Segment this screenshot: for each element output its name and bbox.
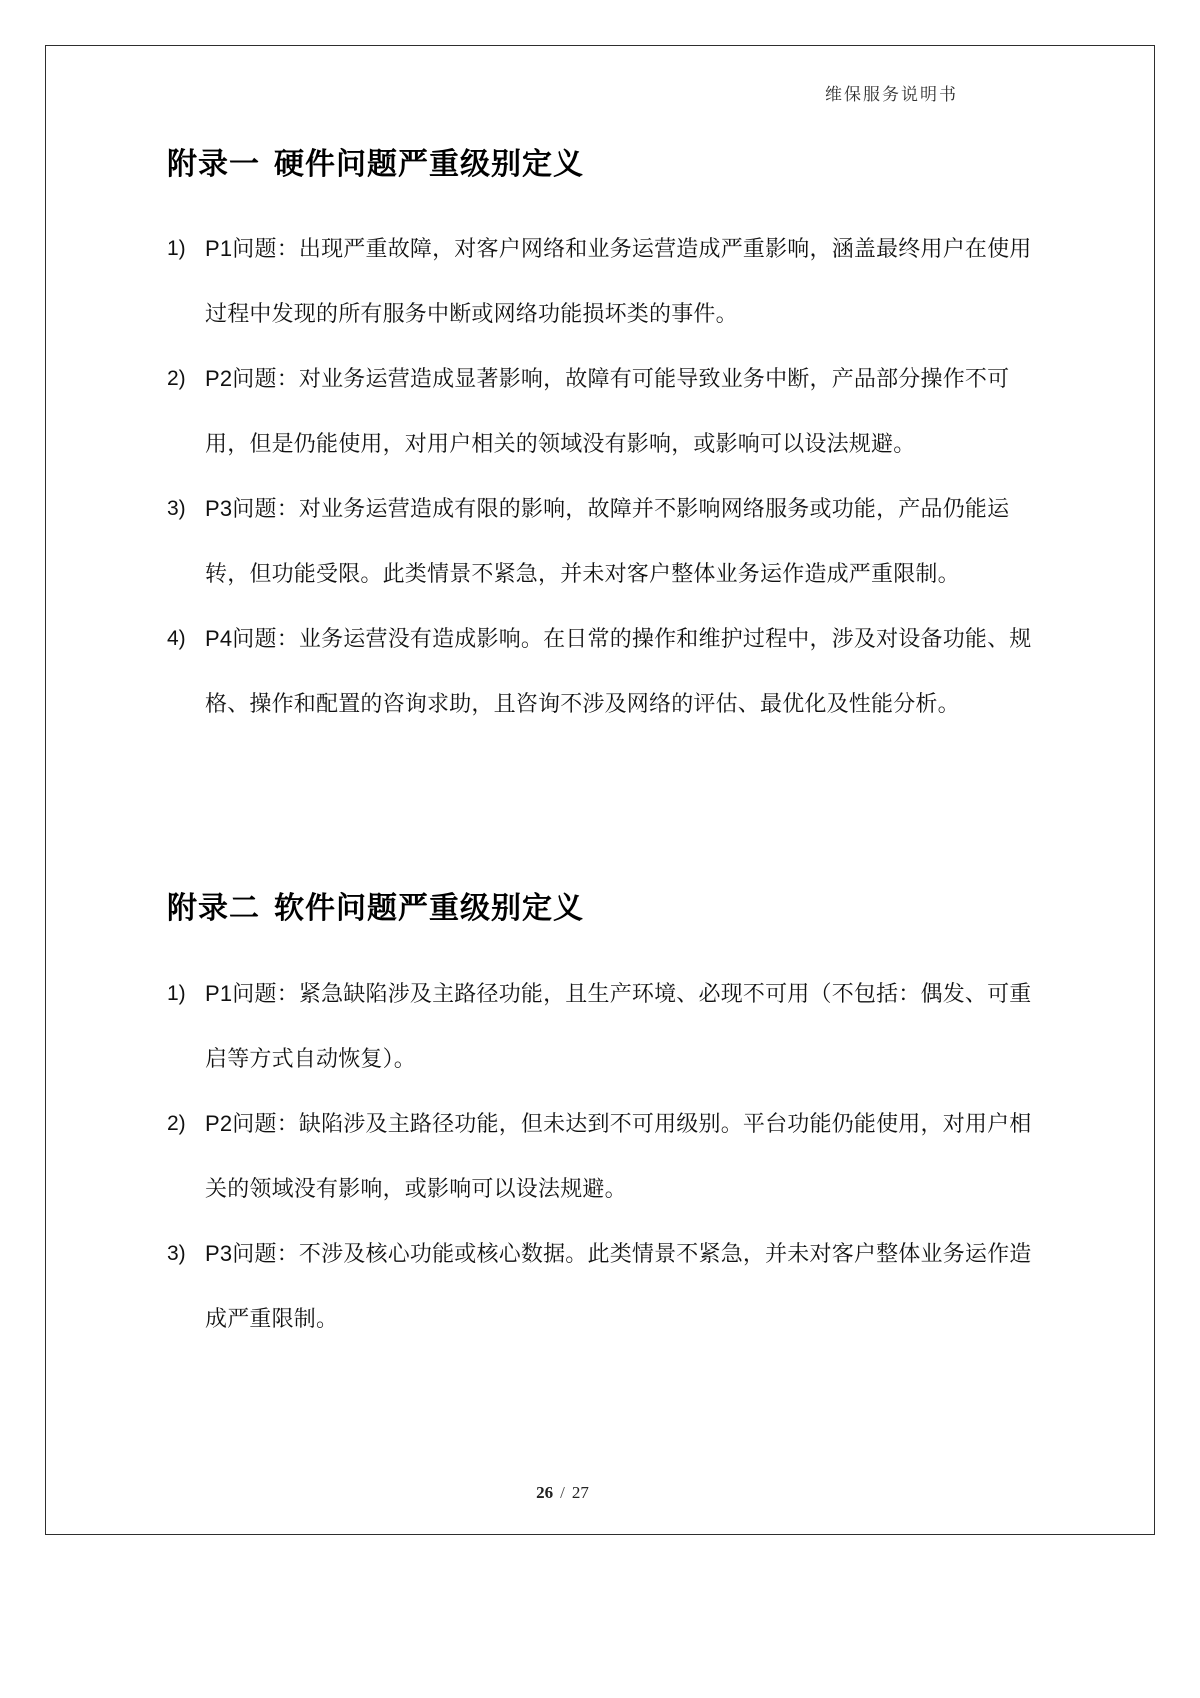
section-heading-hardware bbox=[167, 147, 584, 183]
current-page-number: 26 bbox=[536, 1483, 554, 1502]
appendix-label: 附录二 bbox=[167, 892, 260, 925]
text-line: P3问题：对业务运营造成有限的影响，故障并不影响网络服务或功能，产品仍能运 bbox=[205, 496, 1010, 521]
page-header-title: 维保服务说明书 bbox=[825, 85, 958, 104]
item-text bbox=[205, 476, 1009, 606]
appendix-title: 硬件问题严重级别定义 bbox=[274, 148, 584, 181]
text-line: P3问题：不涉及核心功能或核心数据。此类情景不紧急，并未对客户整体业务运作造 bbox=[205, 1241, 1032, 1266]
text-line: 过程中发现的所有服务中断或网络功能损坏类的事件。 bbox=[205, 301, 738, 326]
appendix-title: 软件问题严重级别定义 bbox=[274, 892, 584, 925]
page-footer bbox=[167, 1483, 958, 1503]
item-number: 2) bbox=[167, 367, 186, 390]
text-line: 用，但是仍能使用，对用户相关的领域没有影响，或影响可以设法规避。 bbox=[205, 431, 916, 456]
text-line: 转，但功能受限。此类情景不紧急，并未对客户整体业务运作造成严重限制。 bbox=[205, 561, 960, 586]
list-item bbox=[167, 476, 1010, 606]
text-line: P2问题：对业务运营造成显著影响，故障有可能导致业务中断，产品部分操作不可 bbox=[205, 366, 1010, 391]
item-number: 4) bbox=[167, 627, 186, 650]
text-line: P1问题：出现严重故障，对客户网络和业务运营造成严重影响，涵盖最终用户在使用 bbox=[205, 236, 1032, 261]
item-number: 1) bbox=[167, 237, 186, 260]
item-number: 3) bbox=[167, 497, 186, 520]
text-line: 关的领域没有影响，或影响可以设法规避。 bbox=[205, 1176, 627, 1201]
list-item bbox=[167, 606, 1032, 736]
appendix-label: 附录一 bbox=[167, 148, 260, 181]
list-item bbox=[167, 1221, 1032, 1351]
item-number: 1) bbox=[167, 982, 186, 1005]
section-heading-software bbox=[167, 891, 584, 927]
software-severity-list bbox=[167, 961, 1032, 1351]
item-text bbox=[205, 1221, 1032, 1351]
list-item bbox=[167, 1091, 1032, 1221]
item-number: 3) bbox=[167, 1242, 186, 1265]
item-text bbox=[205, 346, 1009, 476]
item-text bbox=[205, 606, 1032, 736]
item-text bbox=[205, 961, 1032, 1091]
total-page-count: 27 bbox=[571, 1483, 589, 1502]
list-item bbox=[167, 216, 1032, 346]
list-item bbox=[167, 346, 1010, 476]
page-number-separator: / bbox=[560, 1483, 565, 1502]
text-line: 启等方式自动恢复）。 bbox=[205, 1046, 417, 1071]
text-line: P4问题：业务运营没有造成影响。在日常的操作和维护过程中，涉及对设备功能、规 bbox=[205, 626, 1032, 651]
text-line: P1问题：紧急缺陷涉及主路径功能，且生产环境、必现不可用（不包括：偶发、可重 bbox=[205, 981, 1032, 1006]
item-text bbox=[205, 216, 1032, 346]
text-line: 成严重限制。 bbox=[205, 1306, 339, 1331]
hardware-severity-list bbox=[167, 216, 1032, 736]
list-item bbox=[167, 961, 1032, 1091]
text-line: P2问题：缺陷涉及主路径功能，但未达到不可用级别。平台功能仍能使用，对用户相 bbox=[205, 1111, 1032, 1136]
text-line: 格、操作和配置的咨询求助，且咨询不涉及网络的评估、最优化及性能分析。 bbox=[205, 691, 960, 716]
item-number: 2) bbox=[167, 1112, 186, 1135]
item-text bbox=[205, 1091, 1032, 1221]
